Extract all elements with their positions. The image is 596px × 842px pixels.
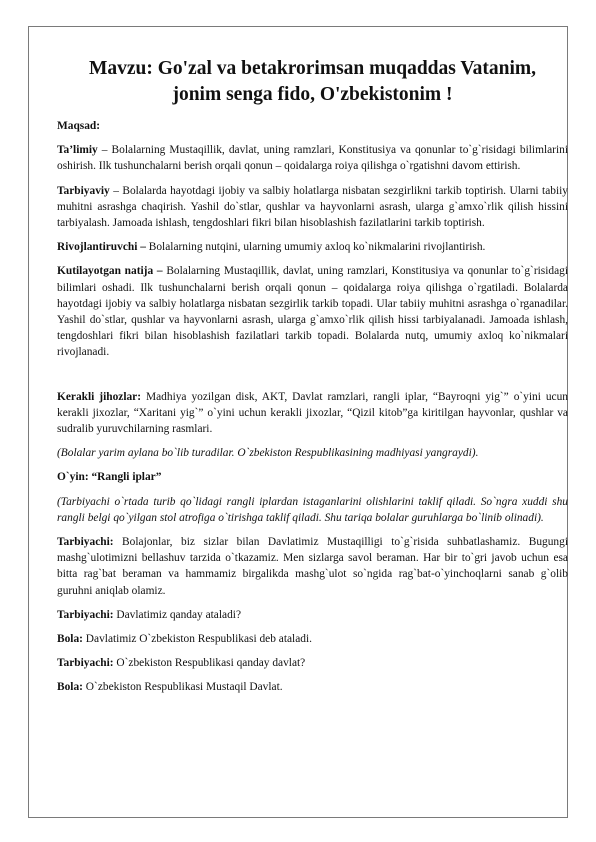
stage-note-anthem: (Bolalar yarim aylana bo`lib turadilar. O`zbekiston Respublikasining madhiyasi yangraydi). <box>57 447 479 460</box>
tarbiyaviy-label: Tarbiyaviy <box>57 184 110 197</box>
title-line-1: Mavzu: Go'zal va betakrorimsan muqaddas Vatanim, <box>88 58 537 79</box>
dialogue-text: O`zbekiston Respublikasi qanday davlat? <box>113 657 306 670</box>
speaker-label: Tarbiyachi: <box>57 608 114 621</box>
dialogue-text: Bolajonlar, biz sizlar bilan Davlatimiz Mustaqilligi to`g`risida suhbatlashamiz. Bugungi mashg`ulotimizni bellashuv tarzida o`tkazamiz. Men sizlarga savol beraman. Har bir to`gri javob uchun esa bitta rag`bat beraman va hammamiz birgalikda mashg`ulot so`ngida rag`bat-o`yinchoqlarni sanab g`olib guruhni aniqlab olamiz. <box>57 536 568 597</box>
dialogue-line-4 <box>57 655 568 671</box>
speaker-label: Bola: <box>57 633 83 646</box>
dialogue-line-3 <box>57 631 568 647</box>
speaker-label: Bola: <box>57 681 83 694</box>
dialogue-line-1 <box>57 534 568 599</box>
speaker-label: Tarbiyachi: <box>57 657 114 670</box>
dialogue-line-2 <box>57 607 568 623</box>
tarbiyaviy-text: – Bolalarda hayotdagi ijobiy va salbiy holatlarga nisbatan sezgirlikni tarkib toptirish. Ularni tabiiy muhitni asrashga chaqirish. Yashil do`stlar, qushlar va hayvonlarni asrash, ularga g`amxo`rlik qilish hissini tarbiyalash. Jamoada ishlash, tengdoshlari fikri bilan hisoblashish fazilatlarini tarkib toptirish. <box>57 184 568 230</box>
jihozlar-paragraph <box>57 389 568 438</box>
talimiy-paragraph <box>57 142 568 174</box>
kutilayotgan-paragraph <box>57 263 568 360</box>
rivojlantiruvchi-paragraph <box>57 239 568 255</box>
document-title <box>57 56 568 108</box>
dialogue-text: Davlatimiz qanday ataladi? <box>113 608 242 621</box>
page-border <box>28 26 568 818</box>
dialogue-line-5 <box>57 679 568 695</box>
document-body <box>57 56 568 704</box>
title-line-2: jonim senga fido, O'zbekistonim ! <box>172 84 453 105</box>
maqsad-heading: Maqsad: <box>57 120 101 132</box>
jihozlar-label: Kerakli jihozlar: <box>57 390 142 403</box>
talimiy-label: Ta’limiy <box>57 144 98 157</box>
rivojlantiruvchi-text: Bolalarning nutqini, ularning umumiy axloq ko`nikmalarini rivojlantirish. <box>145 241 486 254</box>
tarbiyaviy-paragraph <box>57 183 568 232</box>
spacer <box>57 369 568 389</box>
kutilayotgan-label: Kutilayotgan natija – <box>57 265 163 278</box>
dialogue-text: O`zbekiston Respublikasi Mustaqil Davlat. <box>82 681 283 694</box>
kutilayotgan-text: Bolalarning Mustaqillik, davlat, uning ramzlari, Konstitusiya va qonunlar to`g`risidagi bilimlari oshadi. Ilk tushunchalarni berish orqali qonun – qoidalarga roiya qilishga o`rgatiladi. Bolalarda hayotdagi ijobiy va salbiy holatlarga nisbatan sezgirlik tarkib topadi. Ular tabiiy muhitni asrashga o`rganadilar. Yashil do`stlar, qushlar va hayvonlarni asrash, ularga g`amxo`rlik qilish hissi tarbiyalanadi. Jamoada ishlash, tengdoshlari fikri bilan hisoblashish fazilatlari tarkib topadi. Bolalarda nutq, umumiy axloq ko`nikmalari rivojlanadi. <box>57 265 568 359</box>
talimiy-text: – Bolalarning Mustaqillik, davlat, uning ramzlari, Konstitusiya va qonunlar to`g`risidagi bilimlarini oshirish. Ilk tushunchalarni berish orqali qonun – qoidalarga roiya qilishga o`rgatishni davom ettirish. <box>57 144 568 173</box>
speaker-label: Tarbiyachi: <box>57 536 114 549</box>
jihozlar-text: Madhiya yozilgan disk, AKT, Davlat ramzlari, rangli iplar, “Bayroqni yig`” o`yini ucun kerakli jixozlar, “Xaritani yig`” o`yini uchun kerakli jixozlar, “Qizil kitob”ga kiritilgan hayvonlar, qushlar va sudralib yuruvchilarning rasmlari. <box>57 390 568 436</box>
rivojlantiruvchi-label: Rivojlantiruvchi – <box>57 241 146 254</box>
dialogue-text: Davlatimiz O`zbekiston Respublikasi deb ataladi. <box>82 633 312 646</box>
game-heading: O`yin: “Rangli iplar” <box>57 471 162 484</box>
stage-note-game: (Tarbiyachi o`rtada turib qo`lidagi rangli iplardan istaganlarini olishlarini taklif qiladi. So`ngra xuddi shu rangli belgi qo`yilgan stol atrofiga o`tirishga taklif qiladi. Shu tariqa bolalar guruhlarga bo`linib olinadi). <box>57 495 568 524</box>
